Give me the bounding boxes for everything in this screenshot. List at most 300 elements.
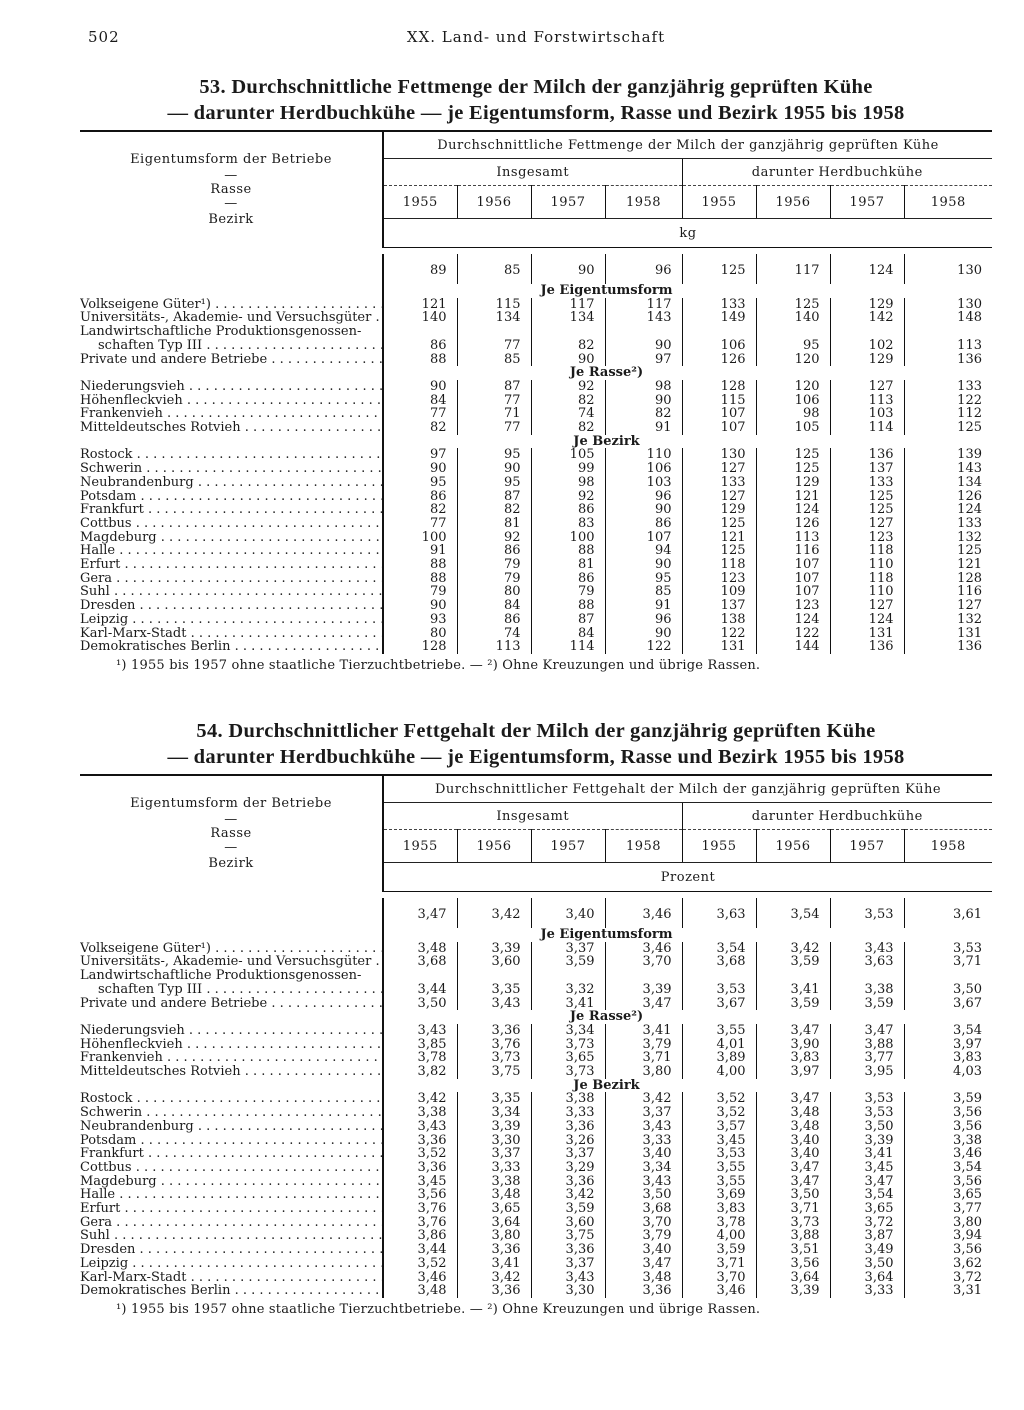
value-cell: 79	[457, 558, 531, 572]
row-label: Dresden . . .	[80, 1243, 383, 1257]
value-cell: 97	[383, 448, 457, 462]
table-row	[80, 1147, 992, 1161]
value-cell: 3,56	[756, 1257, 830, 1271]
page-number: 502	[88, 28, 120, 46]
table-row	[80, 1271, 992, 1285]
value-cell: 3,33	[531, 1106, 605, 1120]
row-label: Erfurt . . .	[80, 558, 383, 572]
value-cell: 115	[457, 298, 531, 312]
value-cell: 133	[830, 476, 904, 490]
row-label: Mitteldeutsches Rotvieh . . .	[80, 421, 383, 435]
value-cell: 117	[756, 254, 830, 284]
value-cell: 3,32	[531, 983, 605, 997]
stub-header	[80, 776, 383, 892]
value-cell: 116	[756, 544, 830, 558]
value-cell: 3,42	[457, 1271, 531, 1285]
value-cell: 142	[830, 311, 904, 325]
value-cell: 3,67	[682, 997, 756, 1011]
row-label: Potsdam . . .	[80, 1134, 383, 1148]
value-cell: 3,76	[457, 1038, 531, 1052]
value-cell: 131	[904, 627, 992, 641]
value-cell: 3,43	[830, 942, 904, 956]
value-cell: 3,45	[383, 1175, 457, 1189]
value-cell: 3,90	[756, 1038, 830, 1052]
row-label: Gera . . .	[80, 572, 383, 586]
table-row	[80, 558, 992, 572]
value-cell: 3,73	[457, 1051, 531, 1065]
table-row	[80, 942, 992, 956]
value-cell: 3,33	[457, 1161, 531, 1175]
table-title-cont: — darunter Herdbuchkühe — je Eigentumsform, Rasse und Bezirk 1955 bis 1958	[167, 746, 905, 768]
value-cell: 3,68	[383, 955, 457, 969]
value-cell: 3,43	[605, 1175, 682, 1189]
value-cell: 92	[531, 380, 605, 394]
value-cell	[605, 969, 682, 983]
value-cell: 117	[605, 298, 682, 312]
value-cell: 118	[830, 572, 904, 586]
table-row	[80, 1229, 992, 1243]
value-cell: 3,65	[830, 1202, 904, 1216]
value-cell: 110	[830, 558, 904, 572]
value-cell: 3,38	[531, 1092, 605, 1106]
value-cell	[531, 325, 605, 339]
table-row	[80, 1051, 992, 1065]
value-cell: 3,47	[756, 1161, 830, 1175]
row-label: Mitteldeutsches Rotvieh . . .	[80, 1065, 383, 1079]
value-cell: 83	[531, 517, 605, 531]
value-cell: 112	[904, 407, 992, 421]
value-cell: 95	[756, 339, 830, 353]
table-row	[80, 585, 992, 599]
year-header: 1955	[682, 830, 756, 863]
value-cell: 137	[830, 462, 904, 476]
value-cell: 90	[457, 462, 531, 476]
value-cell: 3,48	[383, 942, 457, 956]
table-row	[80, 997, 992, 1011]
value-cell: 113	[756, 531, 830, 545]
row-label: Demokratisches Berlin . . .	[80, 640, 383, 654]
value-cell: 3,37	[531, 942, 605, 956]
table-header	[80, 776, 992, 892]
section-heading-row	[80, 928, 992, 942]
value-cell: 3,34	[457, 1106, 531, 1120]
value-cell: 136	[830, 640, 904, 654]
value-cell: 3,65	[457, 1202, 531, 1216]
value-cell: 3,39	[605, 983, 682, 997]
row-label: Frankenvieh . . .	[80, 1051, 383, 1065]
table-row	[80, 1092, 992, 1106]
value-cell: 3,53	[830, 1106, 904, 1120]
table-row	[80, 1188, 992, 1202]
value-cell: 3,56	[904, 1243, 992, 1257]
value-cell: 3,56	[904, 1106, 992, 1120]
value-cell: 3,35	[457, 1092, 531, 1106]
value-cell: 3,60	[457, 955, 531, 969]
value-cell: 106	[682, 339, 756, 353]
table-row	[80, 1106, 992, 1120]
value-cell: 125	[756, 448, 830, 462]
value-cell: 3,47	[605, 997, 682, 1011]
value-cell: 132	[904, 531, 992, 545]
value-cell: 3,48	[756, 1106, 830, 1120]
row-label: Universitäts-, Akademie- und Versuchsgüter . . .	[80, 955, 383, 969]
value-cell: 124	[756, 503, 830, 517]
value-cell: 3,77	[904, 1202, 992, 1216]
row-label: Leipzig . . .	[80, 1257, 383, 1271]
value-cell: 3,39	[457, 942, 531, 956]
value-cell	[682, 325, 756, 339]
table-row	[80, 955, 992, 969]
section-heading-row	[80, 1079, 992, 1093]
value-cell: 3,88	[756, 1229, 830, 1243]
row-label: Dresden . . .	[80, 599, 383, 613]
value-cell: 90	[383, 462, 457, 476]
value-cell: 140	[383, 311, 457, 325]
value-cell: 98	[756, 407, 830, 421]
value-cell: 116	[904, 585, 992, 599]
table-53-section	[80, 74, 992, 673]
value-cell: 3,36	[531, 1175, 605, 1189]
value-cell: 3,60	[531, 1216, 605, 1230]
value-cell: 82	[531, 421, 605, 435]
value-cell: 125	[904, 421, 992, 435]
value-cell: 3,94	[904, 1229, 992, 1243]
value-cell: 3,36	[457, 1243, 531, 1257]
spanner-header: Durchschnittlicher Fettgehalt der Milch der ganzjährig geprüften Kühe	[383, 776, 992, 803]
value-cell: 84	[457, 599, 531, 613]
table-row	[80, 572, 992, 586]
value-cell: 3,80	[457, 1229, 531, 1243]
table-row	[80, 421, 992, 435]
value-cell: 3,38	[830, 983, 904, 997]
value-cell: 3,79	[605, 1229, 682, 1243]
row-label: Suhl . . .	[80, 585, 383, 599]
year-header: 1957	[830, 186, 904, 219]
spanner-header: Durchschnittliche Fettmenge der Milch der ganzjährig geprüften Kühe	[383, 132, 992, 159]
value-cell	[904, 325, 992, 339]
value-cell: 3,83	[682, 1202, 756, 1216]
value-cell: 82	[383, 421, 457, 435]
row-label: Leipzig . . .	[80, 613, 383, 627]
value-cell: 125	[756, 298, 830, 312]
value-cell: 90	[605, 339, 682, 353]
value-cell: 3,85	[383, 1038, 457, 1052]
value-cell: 77	[383, 517, 457, 531]
value-cell: 3,82	[383, 1065, 457, 1079]
value-cell: 134	[531, 311, 605, 325]
value-cell: 110	[830, 585, 904, 599]
row-label: Landwirtschaftliche Produktionsgenossen-	[80, 969, 362, 983]
value-cell: 120	[756, 380, 830, 394]
value-cell: 82	[531, 394, 605, 408]
value-cell: 3,59	[531, 955, 605, 969]
value-cell: 86	[531, 572, 605, 586]
value-cell: 92	[531, 490, 605, 504]
value-cell: 3,75	[531, 1229, 605, 1243]
table-row	[80, 353, 992, 367]
value-cell: 3,33	[605, 1134, 682, 1148]
value-cell: 3,50	[605, 1188, 682, 1202]
value-cell: 86	[457, 544, 531, 558]
value-cell: 3,76	[383, 1202, 457, 1216]
value-cell: 3,40	[756, 1134, 830, 1148]
value-cell: 3,53	[682, 983, 756, 997]
value-cell: 3,34	[531, 1024, 605, 1038]
value-cell: 129	[682, 503, 756, 517]
year-header: 1956	[756, 830, 830, 863]
value-cell: 3,37	[531, 1147, 605, 1161]
row-label: Schwerin . . .	[80, 462, 383, 476]
value-cell: 136	[904, 640, 992, 654]
value-cell: 3,52	[682, 1106, 756, 1120]
value-cell: 3,37	[605, 1106, 682, 1120]
value-cell: 102	[830, 339, 904, 353]
table-row	[80, 476, 992, 490]
value-cell: 87	[531, 613, 605, 627]
value-cell: 92	[457, 531, 531, 545]
row-label: Private und andere Betriebe . . .	[80, 997, 383, 1011]
table-row	[80, 1284, 992, 1298]
row-label: Neubrandenburg . . .	[80, 1120, 383, 1134]
table-row	[80, 1134, 992, 1148]
year-header: 1955	[383, 186, 457, 219]
row-label: Cottbus . . .	[80, 517, 383, 531]
value-cell: 125	[756, 462, 830, 476]
table-body	[80, 898, 992, 1298]
value-cell: 106	[756, 394, 830, 408]
value-cell: 85	[605, 585, 682, 599]
section-heading-row	[80, 1010, 992, 1024]
value-cell: 110	[605, 448, 682, 462]
row-label: Höhenfleckvieh . . .	[80, 394, 383, 408]
value-cell: 124	[904, 503, 992, 517]
value-cell: 122	[605, 640, 682, 654]
value-cell: 128	[904, 572, 992, 586]
value-cell: 3,78	[682, 1216, 756, 1230]
value-cell: 97	[605, 353, 682, 367]
value-cell: 3,64	[830, 1271, 904, 1285]
value-cell: 71	[457, 407, 531, 421]
value-cell: 3,30	[457, 1134, 531, 1148]
value-cell: 3,40	[756, 1147, 830, 1161]
value-cell: 3,43	[457, 997, 531, 1011]
value-cell: 3,38	[904, 1134, 992, 1148]
value-cell: 122	[904, 394, 992, 408]
value-cell: 107	[682, 421, 756, 435]
value-cell: 77	[457, 421, 531, 435]
group-herdbuch: darunter Herdbuchkühe	[682, 803, 992, 830]
value-cell: 3,70	[682, 1271, 756, 1285]
value-cell	[383, 969, 457, 983]
stub-bezirk: Bezirk	[208, 855, 254, 871]
value-cell: 3,37	[457, 1147, 531, 1161]
value-cell: 3,75	[457, 1065, 531, 1079]
value-cell: 3,47	[830, 1175, 904, 1189]
value-cell: 3,45	[830, 1161, 904, 1175]
value-cell: 3,83	[756, 1051, 830, 1065]
section-heading: Je Eigentumsform	[540, 284, 673, 298]
value-cell: 3,41	[830, 1147, 904, 1161]
value-cell: 123	[682, 572, 756, 586]
value-cell: 123	[756, 599, 830, 613]
value-cell: 3,48	[605, 1271, 682, 1285]
value-cell: 3,47	[830, 1024, 904, 1038]
value-cell: 133	[682, 476, 756, 490]
value-cell: 140	[756, 311, 830, 325]
value-cell: 3,26	[531, 1134, 605, 1148]
value-cell: 98	[531, 476, 605, 490]
value-cell: 88	[383, 558, 457, 572]
value-cell: 3,80	[605, 1065, 682, 1079]
table-row	[80, 503, 992, 517]
value-cell	[756, 325, 830, 339]
value-cell: 3,59	[682, 1243, 756, 1257]
table-body	[80, 254, 992, 654]
value-cell: 3,43	[383, 1120, 457, 1134]
value-cell: 124	[756, 613, 830, 627]
value-cell: 3,42	[457, 898, 531, 928]
value-cell: 3,55	[682, 1161, 756, 1175]
value-cell: 125	[830, 490, 904, 504]
value-cell: 3,59	[756, 997, 830, 1011]
value-cell: 3,46	[682, 1284, 756, 1298]
value-cell	[682, 969, 756, 983]
value-cell: 3,78	[383, 1051, 457, 1065]
value-cell: 134	[904, 476, 992, 490]
value-cell: 3,59	[904, 1092, 992, 1106]
value-cell: 124	[830, 613, 904, 627]
row-label: Suhl . . .	[80, 1229, 383, 1243]
value-cell: 3,41	[457, 1257, 531, 1271]
value-cell: 3,59	[830, 997, 904, 1011]
value-cell: 3,61	[904, 898, 992, 928]
value-cell: 3,38	[457, 1175, 531, 1189]
value-cell: 88	[531, 599, 605, 613]
value-cell: 126	[756, 517, 830, 531]
value-cell: 121	[756, 490, 830, 504]
value-cell: 3,56	[904, 1175, 992, 1189]
value-cell: 4,00	[682, 1229, 756, 1243]
value-cell: 3,54	[904, 1024, 992, 1038]
value-cell: 3,54	[904, 1161, 992, 1175]
value-cell: 3,69	[682, 1188, 756, 1202]
value-cell: 3,70	[605, 955, 682, 969]
value-cell: 144	[756, 640, 830, 654]
table-row	[80, 1065, 992, 1079]
value-cell: 100	[383, 531, 457, 545]
group-insgesamt: Insgesamt	[383, 159, 682, 186]
value-cell: 3,55	[682, 1024, 756, 1038]
value-cell: 3,36	[605, 1284, 682, 1298]
value-cell: 127	[682, 490, 756, 504]
value-cell: 103	[605, 476, 682, 490]
row-label: Rostock . . .	[80, 1092, 383, 1106]
table-row	[80, 1175, 992, 1189]
table-row	[80, 1161, 992, 1175]
value-cell: 3,41	[756, 983, 830, 997]
stub-dash: —	[224, 811, 238, 827]
value-cell: 3,54	[682, 942, 756, 956]
value-cell: 80	[383, 627, 457, 641]
value-cell: 3,73	[531, 1038, 605, 1052]
table-row	[80, 969, 992, 983]
value-cell: 3,64	[457, 1216, 531, 1230]
value-cell: 106	[605, 462, 682, 476]
value-cell: 134	[457, 311, 531, 325]
stub-rasse: Rasse	[210, 825, 252, 841]
value-cell: 124	[830, 254, 904, 284]
value-cell: 143	[605, 311, 682, 325]
table-row	[80, 983, 992, 997]
value-cell: 88	[383, 353, 457, 367]
value-cell: 81	[531, 558, 605, 572]
value-cell: 127	[830, 517, 904, 531]
value-cell: 3,46	[904, 1147, 992, 1161]
value-cell: 3,42	[605, 1092, 682, 1106]
table-row	[80, 380, 992, 394]
value-cell: 3,39	[830, 1134, 904, 1148]
row-label: Cottbus . . .	[80, 1161, 383, 1175]
value-cell: 107	[682, 407, 756, 421]
year-header: 1958	[904, 186, 992, 219]
value-cell: 3,73	[531, 1065, 605, 1079]
value-cell: 127	[904, 599, 992, 613]
year-header: 1957	[531, 830, 605, 863]
value-cell: 121	[383, 298, 457, 312]
value-cell: 118	[682, 558, 756, 572]
value-cell: 115	[682, 394, 756, 408]
value-cell	[383, 325, 457, 339]
table-row	[80, 1120, 992, 1134]
value-cell: 3,59	[531, 1202, 605, 1216]
value-cell: 120	[756, 353, 830, 367]
value-cell: 3,39	[457, 1120, 531, 1134]
total-row	[80, 254, 992, 284]
table-row	[80, 339, 992, 353]
stub-bezirk: Bezirk	[208, 211, 254, 227]
value-cell: 3,41	[605, 1024, 682, 1038]
value-cell: 3,86	[383, 1229, 457, 1243]
value-cell	[904, 969, 992, 983]
row-label: schaften Typ III . . .	[80, 339, 383, 353]
stub-dash: —	[224, 195, 238, 211]
year-header: 1956	[457, 830, 531, 863]
stub-dash: —	[224, 839, 238, 855]
footnote: ¹) 1955 bis 1957 ohne staatliche Tierzuchtbetriebe. — ²) Ohne Kreuzungen und übrige Rassen.	[116, 1301, 761, 1317]
year-header: 1957	[531, 186, 605, 219]
stub-dash: —	[224, 167, 238, 183]
value-cell: 3,88	[830, 1038, 904, 1052]
value-cell: 129	[830, 353, 904, 367]
value-cell: 125	[682, 544, 756, 558]
table-row	[80, 627, 992, 641]
value-cell: 94	[605, 544, 682, 558]
table-row	[80, 1243, 992, 1257]
row-label: Frankfurt . . .	[80, 1147, 383, 1161]
value-cell: 3,54	[830, 1188, 904, 1202]
value-cell: 122	[756, 627, 830, 641]
value-cell: 3,62	[904, 1257, 992, 1271]
value-cell: 3,68	[605, 1202, 682, 1216]
value-cell: 3,63	[682, 898, 756, 928]
section-heading: Je Rasse²)	[569, 366, 644, 380]
value-cell: 3,37	[531, 1257, 605, 1271]
value-cell: 121	[904, 558, 992, 572]
table-row	[80, 298, 992, 312]
table-title: 53. Durchschnittliche Fettmenge der Milch der ganzjährig geprüften Kühe	[199, 76, 873, 98]
table-header	[80, 132, 992, 248]
value-cell: 80	[457, 585, 531, 599]
